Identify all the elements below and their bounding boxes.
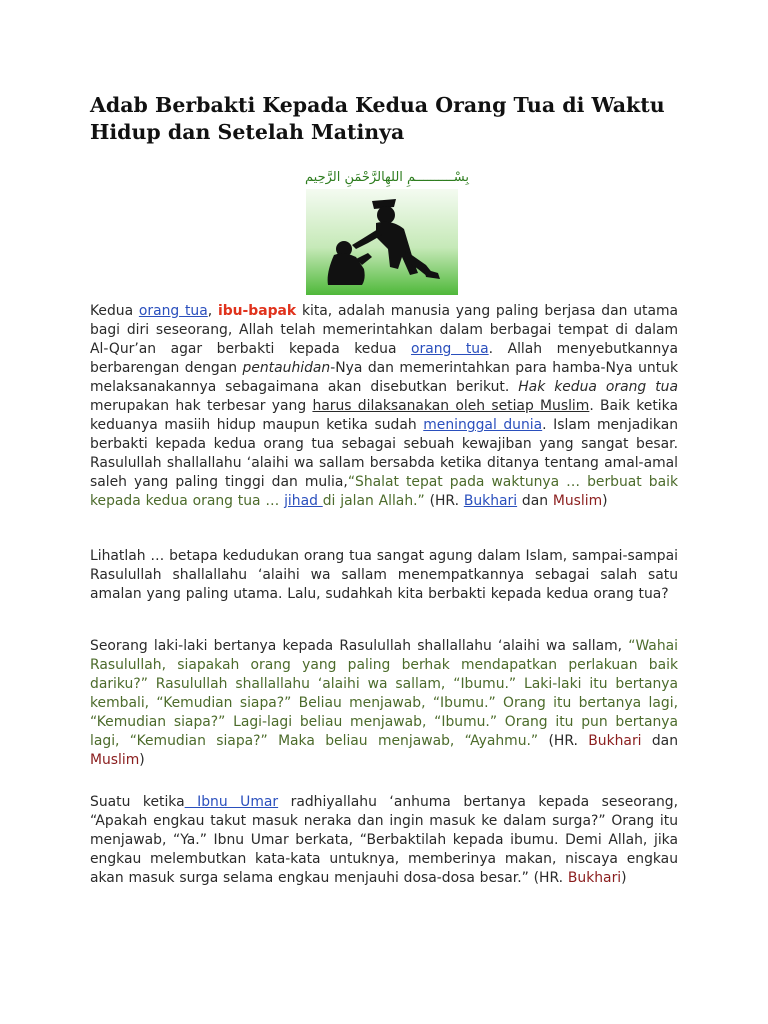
text-span: (HR. [538, 733, 589, 749]
source-bukhari: Bukhari [588, 733, 642, 749]
hadith-quote: “Shalat tepat pada waktunya … berbuat baik kepada kedua orang tua … [90, 474, 678, 509]
text-span: (HR. [424, 493, 464, 509]
bismillah-calligraphy: بِسْــــــــــمِ اللهِالرَّحْمَنِ الرَّحِيم [305, 170, 469, 185]
underlined-harus-dilaksanakan: harus dilaksanakan oleh setiap Muslim [312, 398, 590, 414]
paragraph-1 [90, 302, 678, 511]
italic-pentauhidan: pentauhidan [242, 360, 331, 376]
text-span: ) [602, 493, 608, 509]
italic-hak-kedua-orang-tua: Hak kedua orang tua [518, 379, 678, 395]
article-title: Adab Berbakti Kepada Kedua Orang Tua di Waktu Hidup dan Setelah Matinya [90, 93, 665, 144]
text-span: Suatu ketika [90, 794, 185, 810]
text-span: . Islam menjadikan berbakti kepada kedua orang tua sebagai sebuah kewajiban yang sangat besar. Rasulullah shallallahu ‘alaihi wa sallam bersabda ketika ditanya tentang amal-amal saleh yang paling tinggi dan mulia, [90, 417, 679, 490]
text-span: . Allah menyebutkannya berbarengan dengan [90, 341, 678, 376]
source-muslim: Muslim [90, 752, 140, 768]
text-span: merupakan hak terbesar yang [90, 398, 313, 414]
link-orang-tua-1[interactable]: orang tua [138, 303, 208, 319]
paragraph-2: Lihatlah … betapa kedudukan orang tua sangat agung dalam Islam, sampai-sampai Rasulullah shallallahu ‘alaihi wa sallam menempatkannya sebagai salah satu amalan yang paling utama. Lalu, sudahkah kita berbakti kepada kedua orang tua? [90, 548, 678, 602]
text-span: ) [621, 870, 627, 886]
link-ibnu-umar[interactable]: Ibnu Umar [184, 794, 279, 810]
text-span: Kedua [90, 303, 139, 319]
keyword-ibu-bapak: ibu-bapak [217, 303, 297, 319]
child-parent-illustration [306, 189, 458, 295]
source-muslim: Muslim [552, 493, 603, 509]
text-span: kita, adalah manusia yang paling berjasa dan utama bagi diri seseorang, Allah telah memerintahkan dalam berbagai tempat di dalam Al-Qur’an agar berbakti kepada kedua [90, 303, 679, 357]
text-span: , [207, 303, 218, 319]
link-meninggal-dunia[interactable]: meninggal dunia [423, 417, 543, 433]
link-orang-tua-2[interactable]: orang tua [410, 341, 489, 357]
text-span: dan [641, 733, 678, 749]
text-span: radhiyallahu ‘anhuma bertanya kepada seseorang, “Apakah engkau takut masuk neraka dan ingin masuk ke dalam surga?” Orang itu menjawab, “Ya.” Ibnu Umar berkata, “Berbaktilah kepada ibumu. Demi Allah, jika engkau melembutkan kata-kata untuknya, memberinya makan, niscaya engkau akan masuk surga selama engkau menjauhi dosa-dosa besar.” (HR. [90, 794, 678, 886]
text-span: . Baik ketika keduanya masiih hidup maupun ketika sudah [90, 398, 678, 433]
hadith-quote: “Wahai Rasulullah, siapakah orang yang paling berhak mendapatkan perlakuan baik dariku?” Rasulullah shallallahu ‘alaihi wa sallam, “Ibumu.” Laki-laki itu bertanya kembali, “Kemudian siapa?” Beliau menjawab, “Ibumu.” Orang itu bertanya lagi, “Kemudian siapa?” Lagi-lagi beliau menjawab, “Ibumu.” Orang itu pun bertanya lagi, “Kemudian siapa?” Maka beliau menjawab, “Ayahmu.” [90, 638, 678, 749]
text-span: -Nya dan memerintahkan para hamba-Nya untuk melaksanakannya sebagaimana akan disebutkan berikut. [90, 360, 678, 395]
link-bukhari[interactable]: Bukhari [463, 493, 518, 509]
text-span: ) [139, 752, 145, 768]
hadith-quote-end: di jalan Allah.” [322, 493, 425, 509]
link-jihad[interactable]: jihad [284, 493, 323, 509]
paragraph-3 [90, 637, 678, 770]
text-span: Seorang laki-laki bertanya kepada Rasulullah shallallahu ‘alaihi wa sallam, [90, 638, 629, 654]
paragraph-4 [90, 793, 678, 888]
source-bukhari: Bukhari [567, 870, 622, 886]
text-span: dan [517, 493, 553, 509]
